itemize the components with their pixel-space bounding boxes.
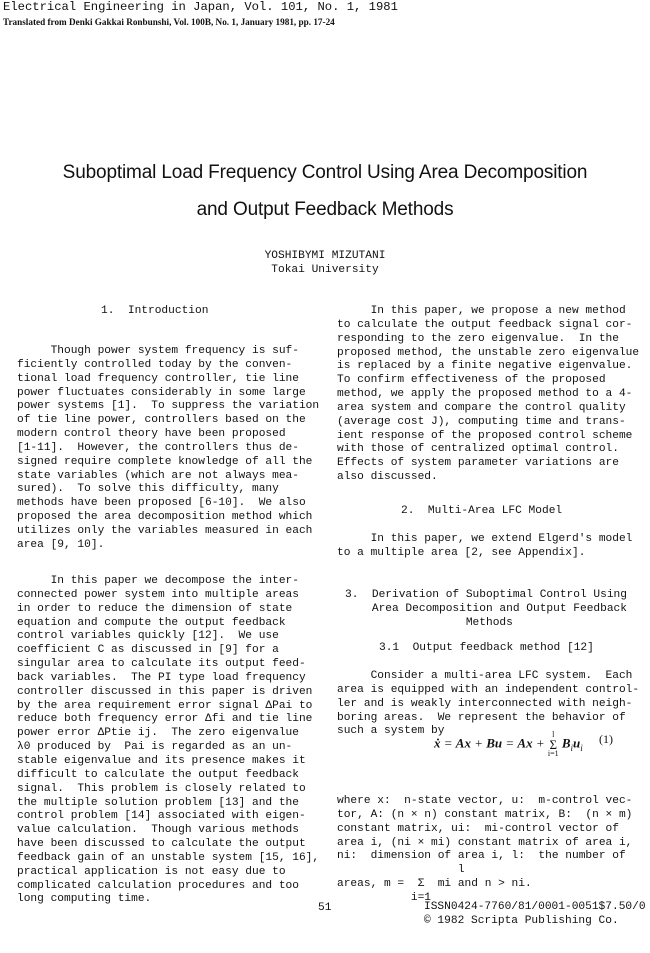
author-affiliation: Tokai University [271,264,379,276]
author-block [0,249,650,277]
section-3-1-heading-container [337,642,649,656]
left-column [17,305,317,319]
intro-paragraph-1-container [17,345,320,553]
equation-number: (1) [599,732,613,746]
copyright-line: © 1982 Scripta Publishing Co. [424,915,619,927]
intro-heading: 1. Introduction [101,305,209,317]
author-name: YOSHIBYMI MIZUTANI [264,250,386,262]
section-2-paragraph-container [337,533,649,561]
where-paragraph: where x: n-state vector, u: m-control vec- tor, A: (n × n) constant matrix, B: (n × m) constant matrix, ui: mi-control vector of area i, (ni × mi) constant matrix of area i, ni: dimension of area i, l: the number of l areas, m = Σ mi and n > ni. i=1 [337,795,633,904]
title-line-1: Suboptimal Load Frequency Control Using Area Decomposition [62,162,588,183]
section-2-heading-container [337,505,649,519]
equation-1: ẋ = Ax + Bu = Ax + l Σ i=1 $B_iu_i$ [434,730,583,758]
intro-paragraph-2-container [17,575,320,907]
section-2-heading: 2. Multi-Area LFC Model [401,505,563,517]
section-3-1-paragraph: Consider a multi-area LFC system. Each area is equipped with an independent control- ler and is weakly interconnected with neigh- boring areas. We represent the behavior of such a system by [337,670,640,738]
issn-line: ISSN0424-7760/81/0001-0051$7.50/0 [424,901,646,913]
intro-paragraph-2: In this paper we decompose the inter- connected power system into multiple areas in order to reduce the dimension of state equation and compute the output feedback control variables quickly [12]. We use coefficient C as discussed in [9] for a singular area to calculate its output feed- back variables. The PI type load frequency controller discussed in this paper is driven by the area requirement error signal ΔPai to reduce both frequency error Δfi and tie line power error ΔPtie ij. The zero eigenvalue λ0 produced by Pai is regarded as an un- stable eigenvalue and its presence makes it difficult to calculate the output feedback signal. This problem is closely related to the multiple solution problem [13] and the control problem [14] associated with eigen- value calculation. Though various methods have been discussed to calculate the output feedback gain of an unstable system [15, 16], practical application is not easy due to complicated calculation procedures and too long computing time. [17,575,320,906]
section-3-heading: 3. Derivation of Suboptimal Control Using Area Decomposition and Output Feedback Methods [345,589,627,629]
right-paragraph-1: In this paper, we propose a new method to calculate the output feedback signal cor- responding to the zero eigenvalue. In the proposed method, the unstable zero eigenvalue is replaced by a finite negative eigenvalue. To confirm effectiveness of the proposed method, we apply the proposed method to a 4- area system and compare the control quality (average cost J), computing time and trans- ient response of the proposed control scheme with those of centralized optimal control. Effects of system parameter variations are also discussed. [337,305,640,484]
right-paragraph-1-container [337,305,649,485]
where-paragraph-container [337,795,649,906]
translation-line: Translated from Denki Gakkai Ronbunshi, Vol. 100B, No. 1, January 1981, pp. 17-24 [3,17,335,27]
journal-line: Electrical Engineering in Japan, Vol. 101, No. 1, 1981 [3,0,398,14]
section-3-heading-container [337,589,649,631]
section-3-1-paragraph-container [337,670,649,739]
intro-paragraph-1: Though power system frequency is suf- ficiently controlled today by the conven- tional load frequency controller, tie line power fluctuates considerably in some large power systems [1]. To suppress the variation of tie line power, controllers based on the modern control theory have been proposed [1-11]. However, the controllers thus de- signed require complete knowledge of all the state variables (which are not always mea- sured). To solve this difficulty, many methods have been proposed [6-10]. We also proposed the area decomposition method which utilizes only the variables measured in each area [9, 10]. [17,345,320,551]
title-line-2: and Output Feedback Methods [196,199,454,220]
section-2-paragraph: In this paper, we extend Elgerd's model to a multiple area [2, see Appendix]. [337,533,633,559]
page-number: 51 [318,902,332,914]
section-3-1-heading: 3.1 Output feedback method [12] [379,642,594,654]
